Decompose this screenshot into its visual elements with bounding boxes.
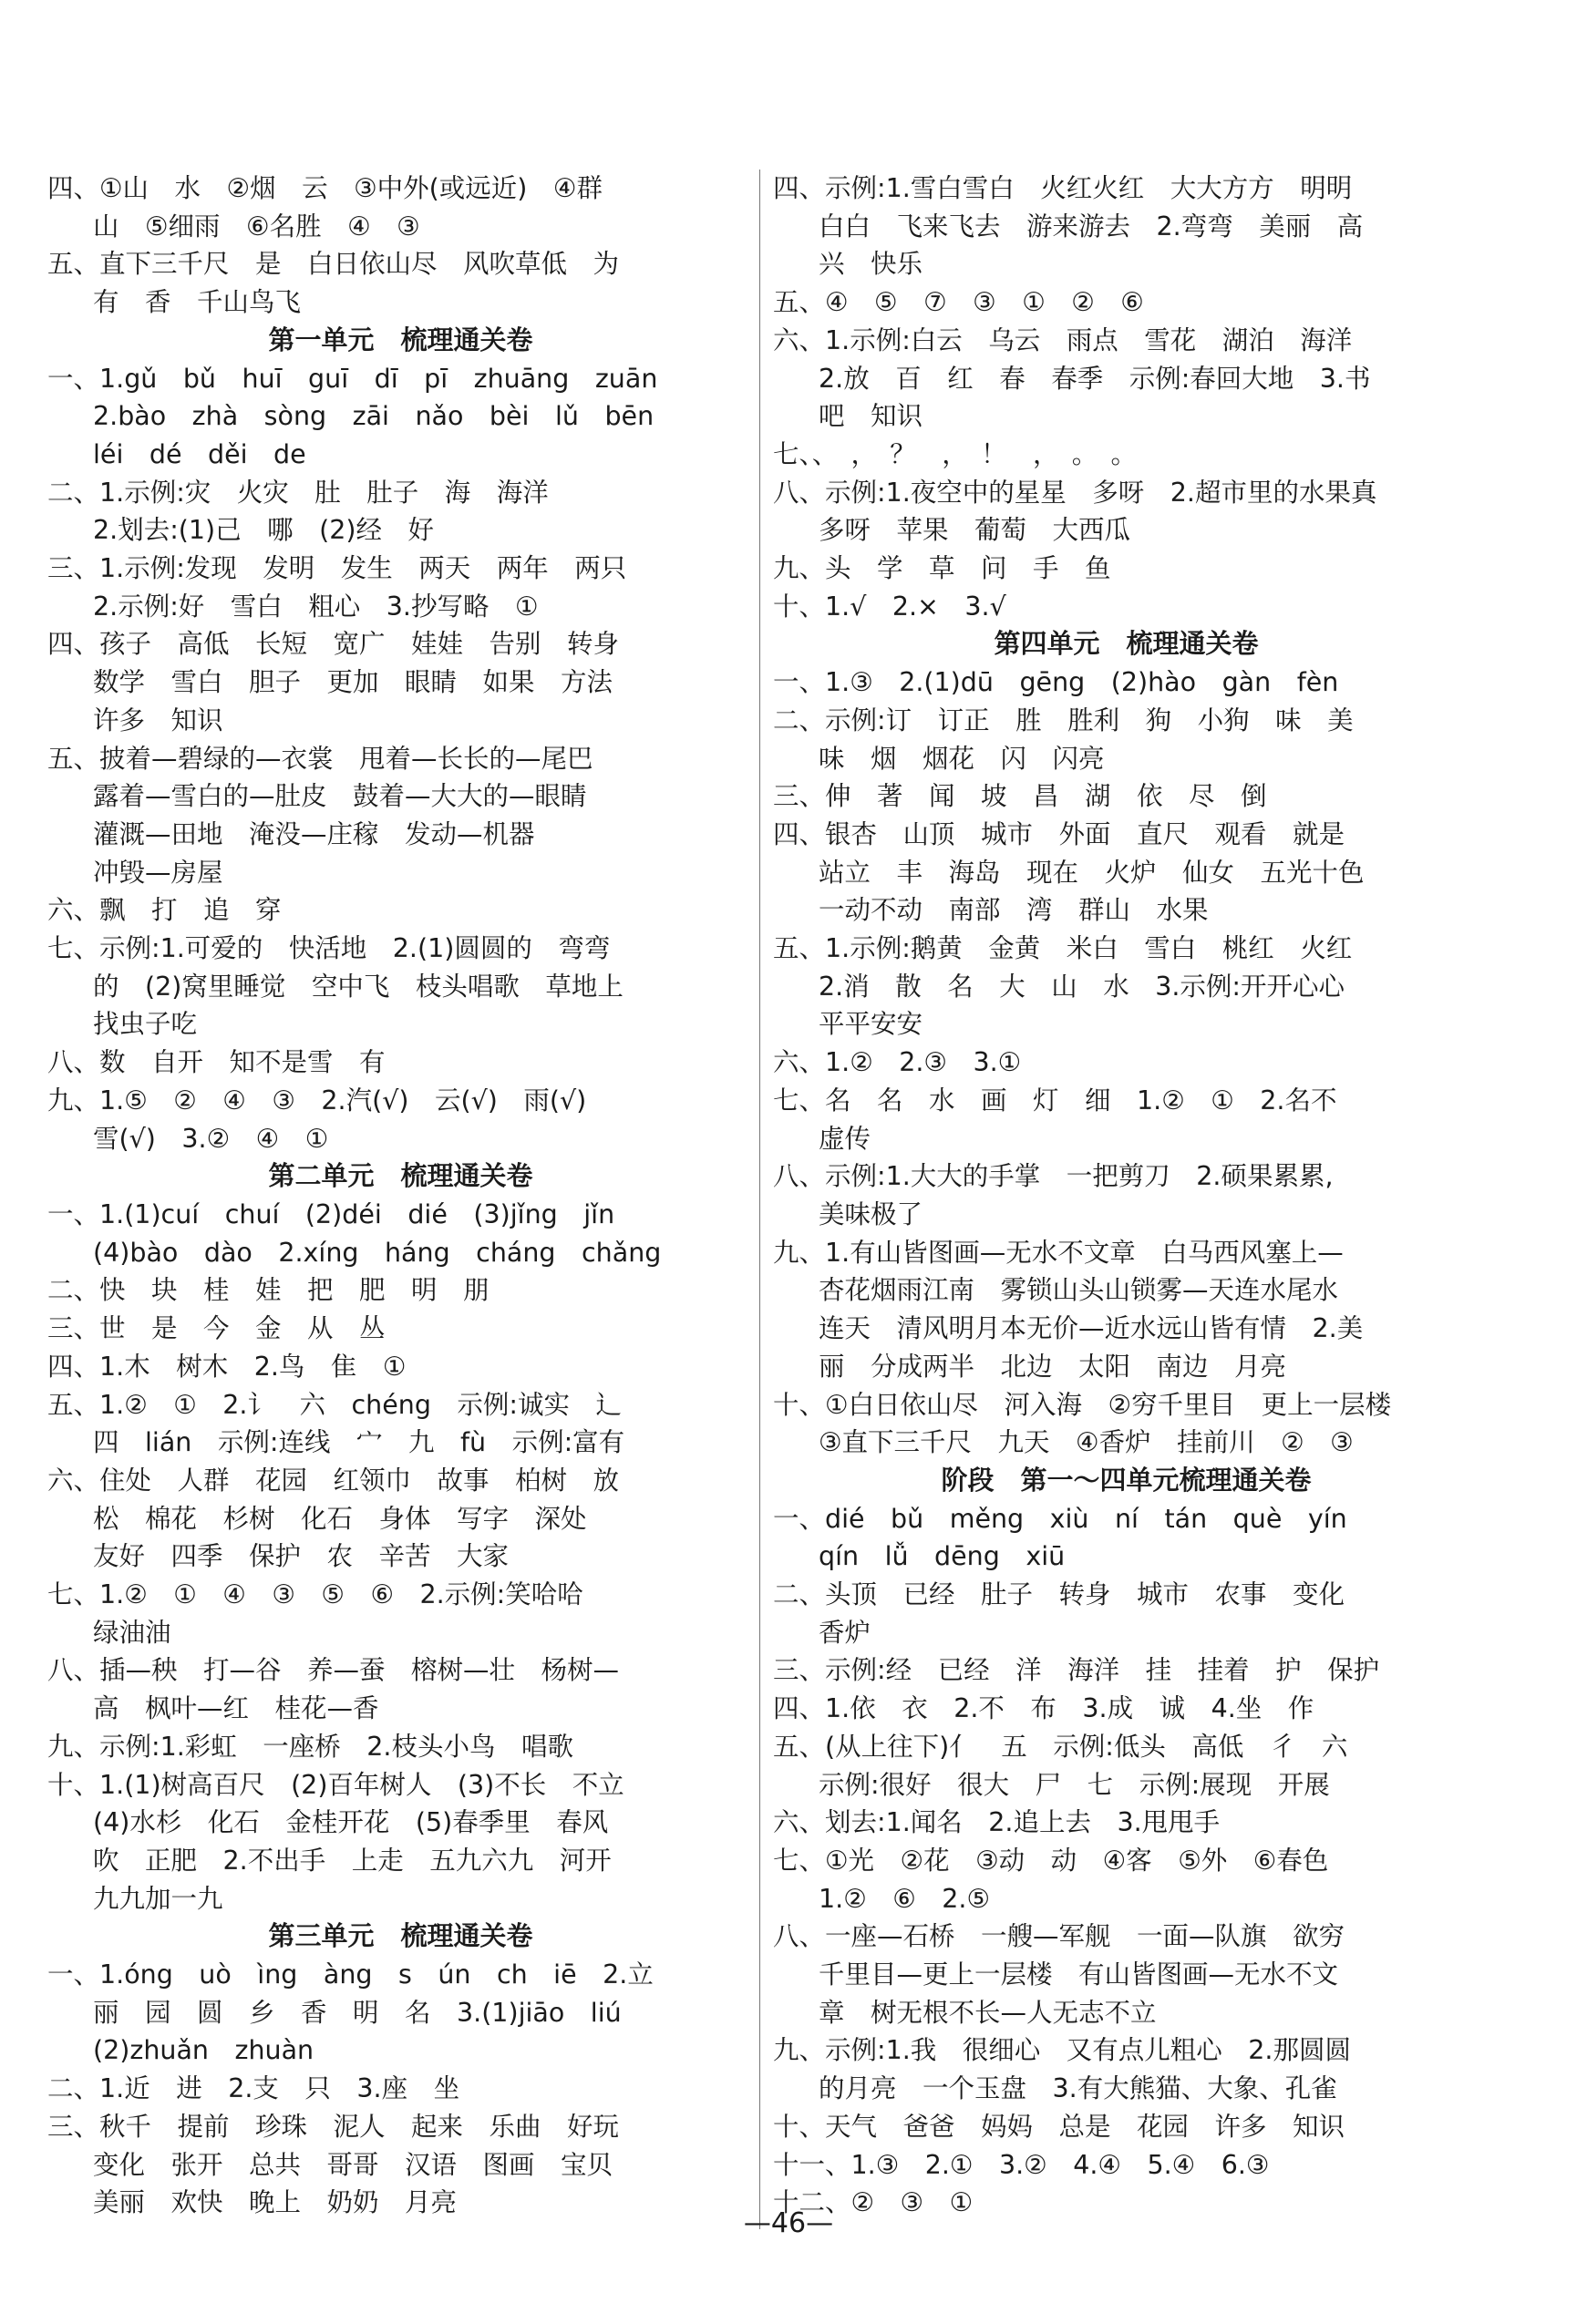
answer-item bbox=[47, 2070, 754, 2108]
answer-item bbox=[47, 170, 754, 245]
answer-item bbox=[47, 1766, 754, 1918]
answer-line: 虚传 bbox=[819, 1123, 871, 1154]
answer-line: 美丽 欢快 晚上 奶奶 月亮 bbox=[93, 2187, 458, 2218]
answer-line: 章 树无根不长—人无志不立 bbox=[819, 1997, 1157, 2028]
answer-line: 五、1.示例:鹅黄 金黄 米白 雪白 桃红 火红 bbox=[773, 933, 1353, 964]
answer-item bbox=[773, 1044, 1479, 1082]
answer-line: 八、插—秧 打—谷 养—蚕 榕树—壮 杨树— bbox=[47, 1655, 620, 1686]
answer-line: (2)zhuǎn zhuàn bbox=[93, 2035, 314, 2066]
answer-line: 三、1.示例:发现 发明 发生 两天 两年 两只 bbox=[47, 553, 627, 584]
answer-item bbox=[773, 1386, 1479, 1462]
answer-line: 美味极了 bbox=[819, 1198, 923, 1229]
answer-item bbox=[47, 360, 754, 474]
answer-line: 一、dié bǔ měng xiù ní tán què yín bbox=[773, 1503, 1347, 1534]
answer-line: 二、1.近 进 2.支 只 3.座 坐 bbox=[47, 2073, 460, 2104]
answer-line: 十、1.(1)树高百尺 (2)百年树人 (3)不长 不立 bbox=[47, 1769, 624, 1800]
answer-line: 2.bào zhà sòng zāi nǎo bèi lǔ bēn bbox=[93, 401, 655, 432]
answer-item bbox=[773, 170, 1479, 283]
answer-item bbox=[773, 1157, 1479, 1233]
answer-line: 九、示例:1.彩虹 一座桥 2.枝头小鸟 唱歌 bbox=[47, 1731, 573, 1762]
answer-item bbox=[47, 1348, 754, 1386]
answer-line: 味 烟 烟花 闪 闪亮 bbox=[819, 743, 1105, 774]
answer-item bbox=[773, 816, 1479, 930]
answer-item bbox=[47, 1386, 754, 1462]
answer-line: 高 枫叶—红 桂花—香 bbox=[93, 1693, 379, 1724]
answer-item bbox=[773, 550, 1479, 588]
answer-line: 七、1.② ① ④ ③ ⑤ ⑥ 2.示例:笑哈哈 bbox=[47, 1579, 583, 1610]
answer-line: 九、1.⑤ ② ④ ③ 2.汽(√) 云(√) 雨(√) bbox=[47, 1085, 587, 1116]
answer-line: 找虫子吃 bbox=[93, 1009, 198, 1040]
answer-item bbox=[773, 702, 1479, 777]
answer-line: 九、示例:1.我 很细心 又有点儿粗心 2.那圆圆 bbox=[773, 2035, 1351, 2066]
answer-line: 丽 园 圆 乡 香 明 名 3.(1)jiāo liú bbox=[93, 1997, 622, 2028]
answer-line: 的 (2)窝里睡觉 空中飞 枝头唱歌 草地上 bbox=[93, 971, 624, 1002]
answer-line: 多呀 苹果 葡萄 大西瓜 bbox=[819, 515, 1131, 546]
answer-line: 八、数 自开 知不是雪 有 bbox=[47, 1047, 386, 1078]
answer-item bbox=[47, 2108, 754, 2222]
answer-item bbox=[773, 1728, 1479, 1804]
answer-line: 示例:很好 很大 尸 七 示例:展现 开展 bbox=[819, 1769, 1330, 1800]
answer-line: 五、披着—碧绿的—衣裳 甩着—长长的—尾巴 bbox=[47, 743, 593, 774]
answer-item bbox=[773, 474, 1479, 550]
answer-item bbox=[773, 2108, 1479, 2146]
section-heading: 阶段 第一～四单元梳理通关卷 bbox=[941, 1464, 1312, 1496]
answer-item bbox=[47, 1310, 754, 1348]
answer-line: 四、银杏 山顶 城市 外面 直尺 观看 就是 bbox=[773, 818, 1345, 849]
answer-line: 吹 正肥 2.不出手 上走 五九六九 河开 bbox=[93, 1845, 612, 1876]
answer-line: 七、、 ， ？ ， ！ ， 。 。 bbox=[773, 438, 1138, 469]
answer-item bbox=[773, 663, 1479, 702]
answer-item bbox=[47, 1082, 754, 1157]
answer-line: 松 棉花 杉树 化石 身体 写字 深处 bbox=[93, 1503, 587, 1534]
answer-line: 五、1.② ① 2.讠 六 chéng 示例:诚实 辶 bbox=[47, 1389, 623, 1420]
section-heading: 第二单元 梳理通关卷 bbox=[268, 1160, 533, 1192]
page-number: —46— bbox=[743, 2207, 834, 2239]
answer-line: 绿油油 bbox=[93, 1617, 171, 1648]
answer-line: 丽 分成两半 北边 太阳 南边 月亮 bbox=[819, 1351, 1287, 1382]
answer-line: 五、(从上往下)亻 五 示例:低头 高低 彳 六 bbox=[773, 1731, 1348, 1762]
answer-line: 杏花烟雨江南 雾锁山头山锁雾—天连水尾水 bbox=[819, 1275, 1339, 1306]
answer-item bbox=[773, 1082, 1479, 1157]
right-answer-column bbox=[773, 170, 1479, 2222]
answer-line: 三、世 是 今 金 从 丛 bbox=[47, 1313, 386, 1344]
answer-item bbox=[47, 740, 754, 892]
answer-line: 吧 知识 bbox=[819, 401, 923, 432]
answer-line: ③直下三千尺 九天 ④香炉 挂前川 ② ③ bbox=[819, 1427, 1354, 1458]
answer-line: 三、秋千 提前 珍珠 泥人 起来 乐曲 好玩 bbox=[47, 2111, 620, 2142]
answer-item bbox=[773, 1500, 1479, 1576]
answer-item bbox=[773, 930, 1479, 1044]
answer-line: 八、示例:1.大大的手掌 一把剪刀 2.硕果累累, bbox=[773, 1161, 1334, 1192]
answer-item bbox=[47, 1271, 754, 1310]
answer-line: 五、④ ⑤ ⑦ ③ ① ② ⑥ bbox=[773, 287, 1144, 318]
answer-line: 友好 四季 保护 农 辛苦 大家 bbox=[93, 1541, 510, 1572]
answer-line: 四、示例:1.雪白雪白 火红火红 大大方方 明明 bbox=[773, 173, 1353, 203]
answer-line: 二、快 块 桂 娃 把 肥 明 朋 bbox=[47, 1275, 490, 1306]
answer-item bbox=[773, 283, 1479, 322]
answer-line: 三、伸 著 闻 坡 昌 湖 依 尽 倒 bbox=[773, 781, 1267, 812]
answer-item bbox=[773, 1842, 1479, 1918]
answer-line: 千里目—更上一层楼 有山皆图画—无水不文 bbox=[819, 1959, 1339, 1990]
answer-line: 冲毁—房屋 bbox=[93, 857, 223, 888]
column-divider bbox=[759, 170, 760, 2229]
answer-item bbox=[773, 1576, 1479, 1651]
section-heading: 第三单元 梳理通关卷 bbox=[268, 1920, 533, 1952]
answer-line: 白白 飞来飞去 游来游去 2.弯弯 美丽 高 bbox=[819, 211, 1364, 242]
answer-item bbox=[47, 550, 754, 625]
answer-line: 十二、② ③ ① bbox=[773, 2187, 974, 2218]
answer-line: 八、示例:1.夜空中的星星 多呀 2.超市里的水果真 bbox=[773, 477, 1377, 508]
answer-line: 2.划去:(1)己 哪 (2)经 好 bbox=[93, 515, 435, 546]
answer-line: 四、1.依 衣 2.不 布 3.成 诚 4.坐 作 bbox=[773, 1693, 1314, 1724]
answer-item bbox=[773, 777, 1479, 816]
answer-line: 变化 张开 总共 哥哥 汉语 图画 宝贝 bbox=[93, 2149, 613, 2180]
answer-line: 六、1.② 2.③ 3.① bbox=[773, 1047, 1022, 1078]
answer-line: 有 香 千山鸟飞 bbox=[93, 287, 302, 318]
answer-item bbox=[47, 1956, 754, 2070]
answer-item bbox=[773, 2031, 1479, 2107]
answer-line: 九九加一九 bbox=[93, 1883, 223, 1914]
answer-line: 2.示例:好 雪白 粗心 3.抄写略 ① bbox=[93, 591, 539, 622]
answer-line: 兴 快乐 bbox=[819, 249, 923, 280]
answer-line: 山 ⑤细雨 ⑥名胜 ④ ③ bbox=[93, 211, 420, 242]
answer-line: 2.消 散 名 大 山 水 3.示例:开开心心 bbox=[819, 971, 1345, 1002]
answer-item bbox=[47, 1576, 754, 1651]
answer-item bbox=[47, 1728, 754, 1766]
answer-line: 1.② ⑥ 2.⑤ bbox=[819, 1883, 991, 1914]
answer-line: 露着—雪白的—肚皮 鼓着—大大的—眼睛 bbox=[93, 781, 587, 812]
answer-line: 八、一座—石桥 一艘—军舰 一面—队旗 欲穷 bbox=[773, 1921, 1345, 1952]
answer-line: 一、1.(1)cuí chuí (2)déi dié (3)jǐng jǐn bbox=[47, 1198, 615, 1229]
answer-line: 二、示例:订 订正 胜 胜利 狗 小狗 味 美 bbox=[773, 704, 1354, 735]
answer-item bbox=[47, 1044, 754, 1082]
left-answer-column bbox=[47, 170, 754, 2222]
answer-item bbox=[773, 1234, 1479, 1386]
answer-item bbox=[773, 1651, 1479, 1690]
answer-line: 七、示例:1.可爱的 快活地 2.(1)圆圆的 弯弯 bbox=[47, 933, 611, 964]
answer-line: 四、孩子 高低 长短 宽广 娃娃 告别 转身 bbox=[47, 629, 620, 660]
answer-line: 数学 雪白 胆子 更加 眼睛 如果 方法 bbox=[93, 667, 613, 698]
answer-item bbox=[773, 1804, 1479, 1842]
answer-item bbox=[773, 1918, 1479, 2031]
answer-item bbox=[47, 1196, 754, 1271]
answer-item bbox=[773, 1690, 1479, 1728]
answer-line: 六、1.示例:白云 乌云 雨点 雪花 湖泊 海洋 bbox=[773, 324, 1353, 355]
answer-line: 二、头顶 已经 肚子 转身 城市 农事 变化 bbox=[773, 1579, 1345, 1610]
answer-line: (4)水杉 化石 金桂开花 (5)春季里 春风 bbox=[93, 1807, 609, 1838]
answer-line: 七、①光 ②花 ③动 动 ④客 ⑤外 ⑥春色 bbox=[773, 1845, 1329, 1876]
answer-item bbox=[47, 1651, 754, 1727]
answer-line: 四、①山 水 ②烟 云 ③中外(或远近) ④群 bbox=[47, 173, 603, 203]
answer-line: 六、飘 打 追 穿 bbox=[47, 895, 282, 926]
answer-line: 站立 丰 海岛 现在 火炉 仙女 五光十色 bbox=[819, 857, 1365, 888]
answer-line: 六、住处 人群 花园 红领巾 故事 柏树 放 bbox=[47, 1465, 620, 1496]
answer-item bbox=[47, 930, 754, 1044]
answer-line: 六、划去:1.闻名 2.追上去 3.甩甩手 bbox=[773, 1807, 1221, 1838]
answer-item bbox=[47, 625, 754, 739]
answer-line: 一、1.óng uò ìng àng s ún ch iē 2.立 bbox=[47, 1959, 654, 1990]
answer-item bbox=[47, 245, 754, 321]
answer-line: 二、1.示例:灾 火灾 肚 肚子 海 海洋 bbox=[47, 477, 549, 508]
answer-line: 十、①白日依山尽 河入海 ②穷千里目 更上一层楼 bbox=[773, 1389, 1392, 1420]
answer-line: 一动不动 南部 湾 群山 水果 bbox=[819, 895, 1209, 926]
answer-line: 九、1.有山皆图画—无水不文章 白马西风塞上— bbox=[773, 1237, 1344, 1268]
answer-line: 一、1.gǔ bǔ huī guī dī pī zhuāng zuān bbox=[47, 363, 658, 394]
answer-line: 平平安安 bbox=[819, 1009, 923, 1040]
answer-line: 三、示例:经 已经 洋 海洋 挂 挂着 护 保护 bbox=[773, 1655, 1380, 1686]
answer-line: 许多 知识 bbox=[93, 704, 223, 735]
answer-line: 十、1.√ 2.× 3.√ bbox=[773, 591, 1006, 622]
answer-line: qín lǚ dēng xiū bbox=[819, 1541, 1066, 1572]
answer-line: 四、1.木 树木 2.鸟 隹 ① bbox=[47, 1351, 407, 1382]
answer-line: 十一、1.③ 2.① 3.② 4.④ 5.④ 6.③ bbox=[773, 2149, 1270, 2180]
answer-line: 九、头 学 草 问 手 鱼 bbox=[773, 553, 1111, 584]
answer-line: 2.放 百 红 春 春季 示例:春回大地 3.书 bbox=[819, 363, 1371, 394]
answer-line: 连天 清风明月本无价—近水远山皆有情 2.美 bbox=[819, 1313, 1364, 1344]
answer-item bbox=[773, 2146, 1479, 2185]
answer-item bbox=[47, 474, 754, 550]
answer-line: 一、1.③ 2.(1)dū gēng (2)hào gàn fèn bbox=[773, 667, 1339, 698]
answer-item bbox=[47, 1462, 754, 1576]
answer-item bbox=[773, 322, 1479, 436]
section-heading: 第一单元 梳理通关卷 bbox=[268, 324, 533, 355]
answer-line: 五、直下三千尺 是 白日依山尽 风吹草低 为 bbox=[47, 249, 620, 280]
answer-line: 雪(√) 3.② ④ ① bbox=[93, 1123, 329, 1154]
answer-line: (4)bào dào 2.xíng háng cháng chǎng bbox=[93, 1237, 662, 1268]
answer-item bbox=[773, 588, 1479, 626]
answer-line: 七、名 名 水 画 灯 细 1.② ① 2.名不 bbox=[773, 1085, 1337, 1116]
answer-line: 灌溉—田地 淹没—庄稼 发动—机器 bbox=[93, 818, 535, 849]
answer-item bbox=[47, 891, 754, 930]
answer-line: léi dé děi de bbox=[93, 438, 306, 469]
answer-line: 香炉 bbox=[819, 1617, 871, 1648]
section-heading: 第四单元 梳理通关卷 bbox=[994, 628, 1259, 660]
answer-line: 四 lián 示例:连线 宀 九 fù 示例:富有 bbox=[93, 1427, 625, 1458]
answer-item bbox=[773, 436, 1479, 474]
answer-line: 的月亮 一个玉盘 3.有大熊猫、大象、孔雀 bbox=[819, 2073, 1337, 2104]
answer-line: 十、天气 爸爸 妈妈 总是 花园 许多 知识 bbox=[773, 2111, 1345, 2142]
